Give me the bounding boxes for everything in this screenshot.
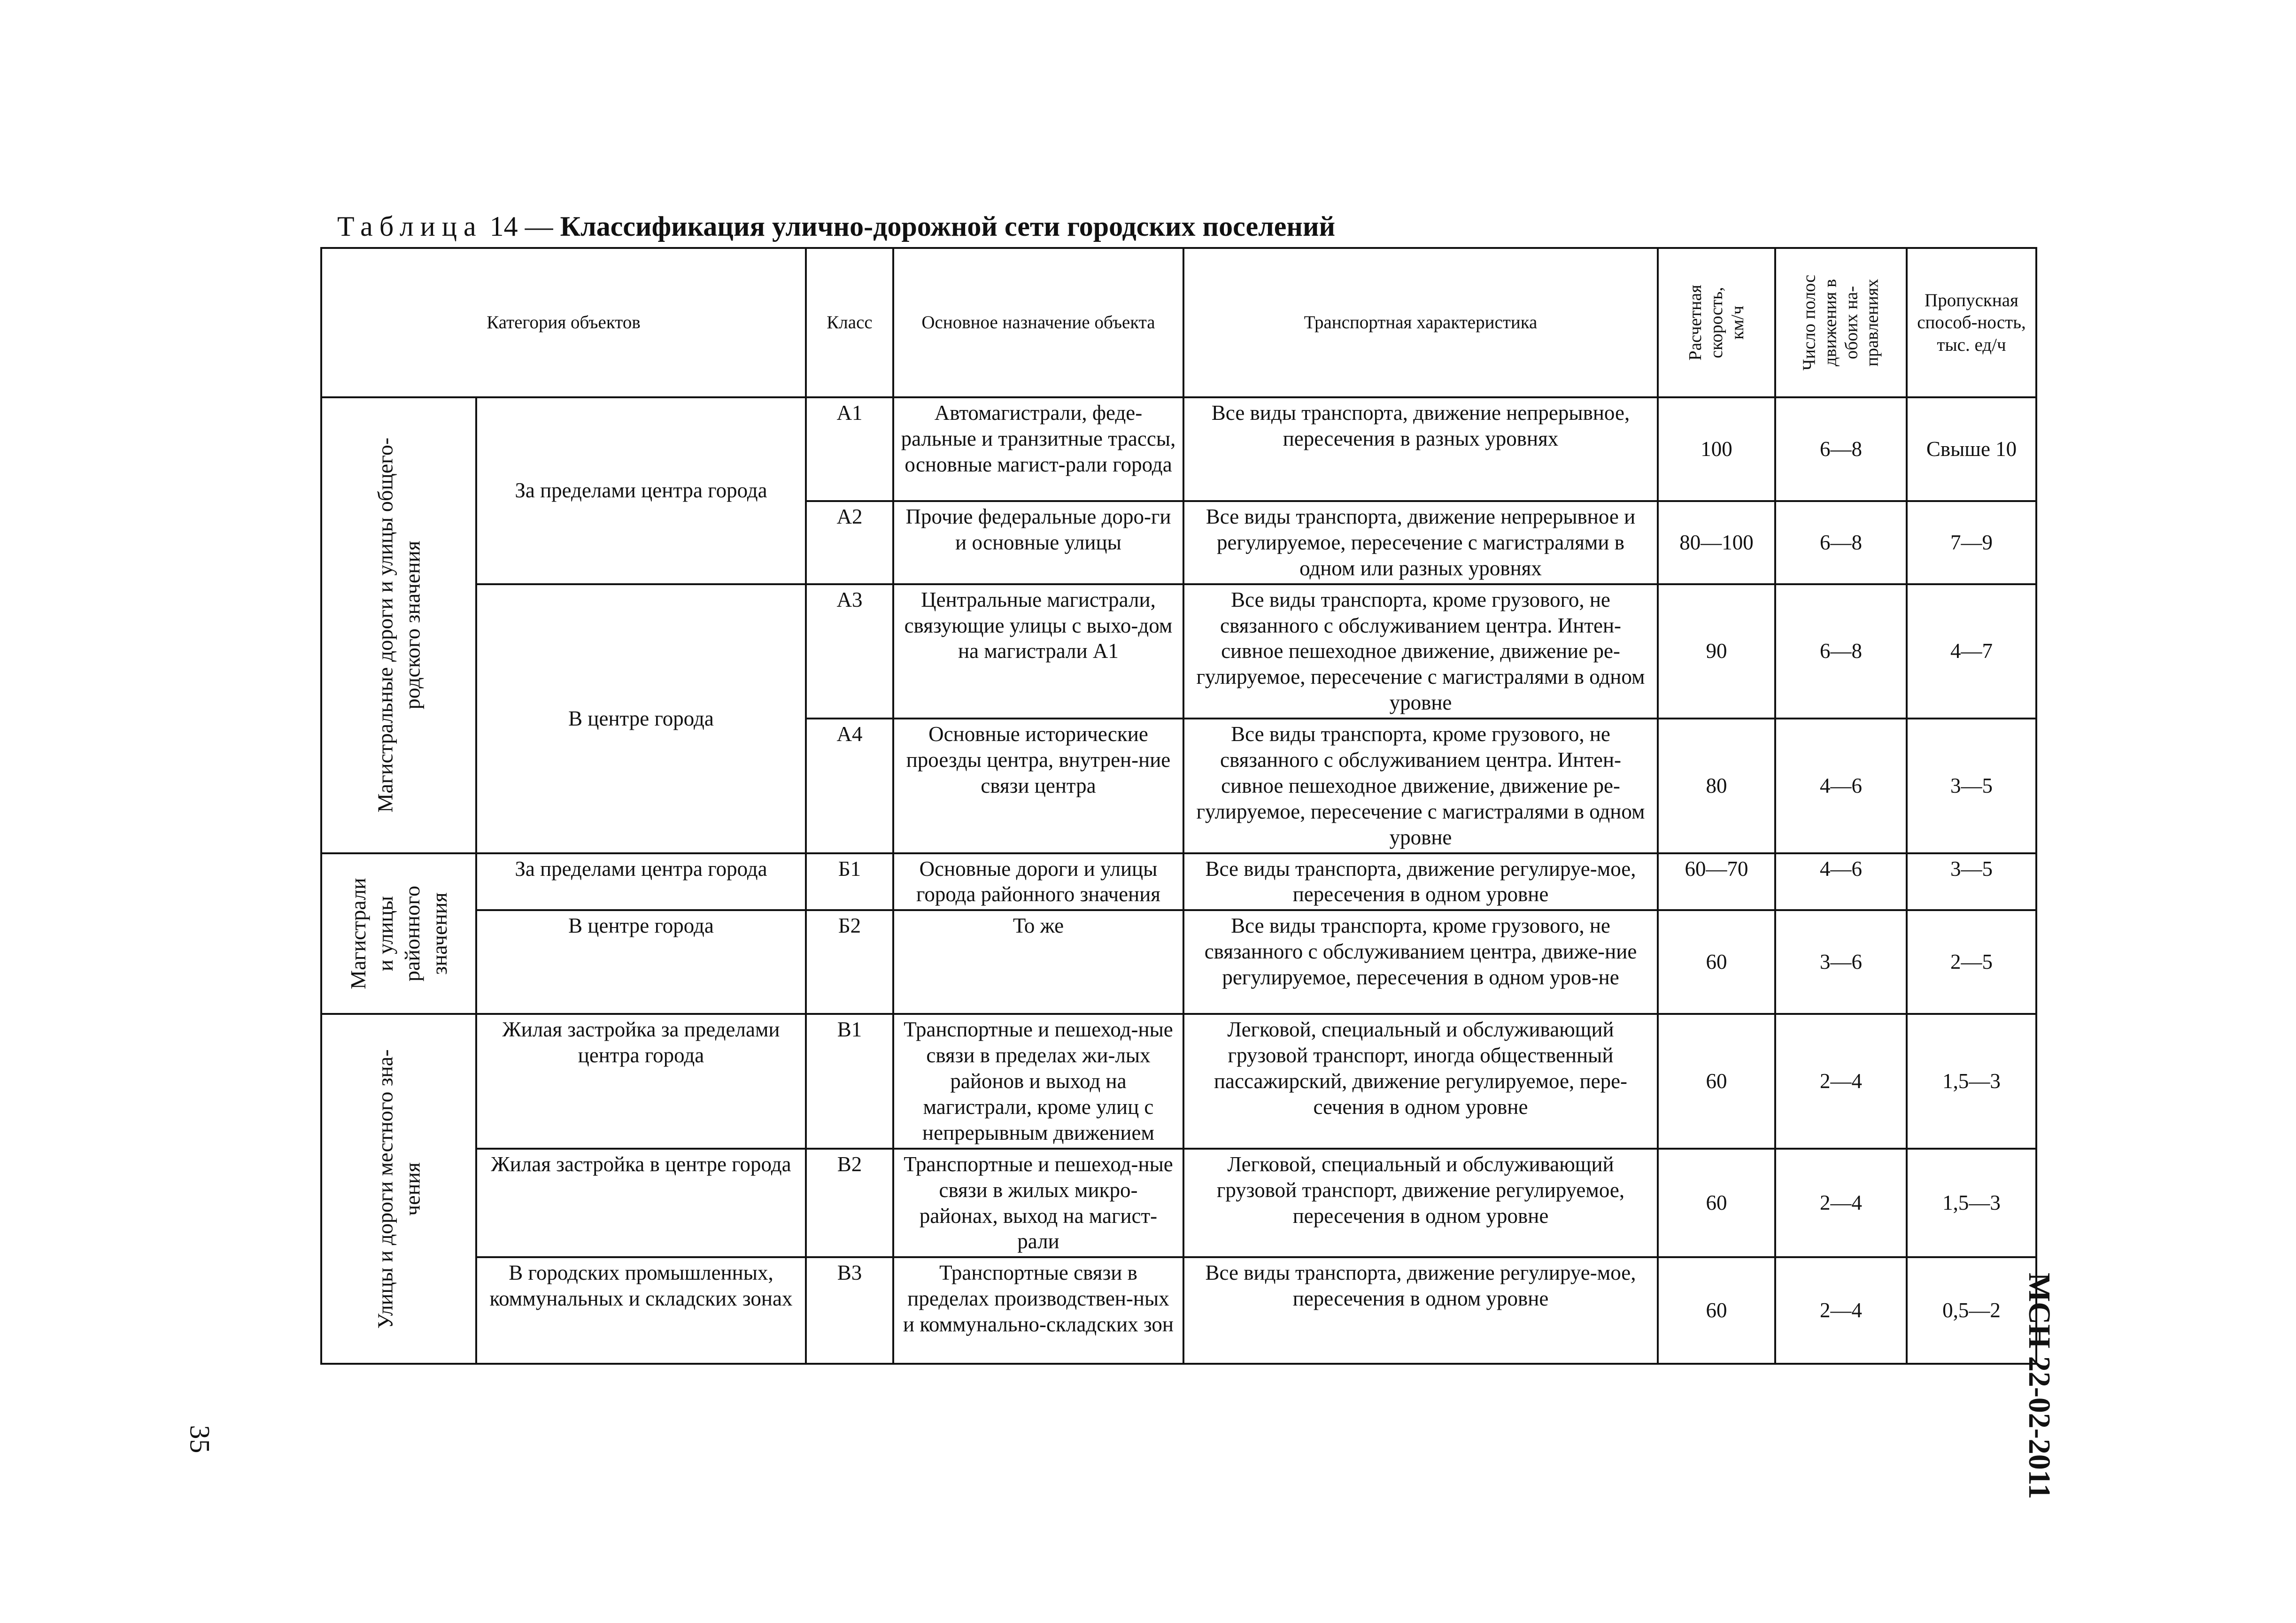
speed-cell: 100 — [1658, 397, 1775, 501]
subcategory-cell: В центре города — [476, 584, 806, 853]
header-lanes-line: движения в — [1820, 279, 1840, 366]
header-transport: Транспортная характеристика — [1183, 248, 1658, 397]
table-row — [321, 1257, 2036, 1364]
speed-cell: 60—70 — [1658, 853, 1775, 911]
group-label-line: Улицы и дороги местного зна- — [373, 1049, 397, 1329]
group-label-line: чения — [400, 1162, 424, 1216]
transport-cell: Все виды транспорта, кроме грузового, не связанного с обслуживанием центра. Интен-сивное пешеходное движение, движение ре-гулируемое, пересечение с магистралями в одном уровне — [1183, 584, 1658, 719]
header-speed-line: скорость, — [1706, 287, 1726, 358]
class-cell: В1 — [806, 1014, 893, 1148]
lanes-cell: 4—6 — [1775, 853, 1907, 911]
capacity-cell: 1,5—3 — [1907, 1014, 2036, 1148]
header-category: Категория объектов — [321, 248, 806, 397]
transport-cell: Все виды транспорта, движение регулируе-мое, пересечения в одном уровне — [1183, 853, 1658, 911]
group-cell-v — [321, 1014, 476, 1364]
speed-cell: 90 — [1658, 584, 1775, 719]
speed-cell: 60 — [1658, 1257, 1775, 1364]
group-label-v — [372, 1049, 426, 1329]
subcategory-cell: Жилая застройка за пределами центра города — [476, 1014, 806, 1148]
group-label-line: районного — [400, 885, 424, 982]
group-cell-a — [321, 397, 476, 853]
capacity-cell: 2—5 — [1907, 910, 2036, 1014]
purpose-cell: Транспортные и пешеход-ные связи в пределах жи-лых районов и выход на магистрали, кроме улиц с непрерывным движением — [893, 1014, 1183, 1148]
header-speed-line: Расчетная — [1685, 285, 1705, 361]
group-label-line: и улицы — [373, 896, 397, 972]
table-caption — [337, 212, 1335, 240]
class-cell: В2 — [806, 1149, 893, 1258]
transport-cell: Все виды транспорта, кроме грузового, не связанного с обслуживанием центра. Интен-сивное пешеходное движение, движение ре-гулируемое, пересечение с магистралями в одном уровне — [1183, 719, 1658, 853]
header-class: Класс — [806, 248, 893, 397]
class-cell: А2 — [806, 501, 893, 584]
header-lanes-line: Число полос — [1799, 275, 1819, 371]
group-cell-b — [321, 853, 476, 1014]
table-row — [321, 853, 2036, 911]
purpose-cell: Автомагистрали, феде-ральные и транзитные трассы, основные магист-рали города — [893, 397, 1183, 501]
capacity-cell: 1,5—3 — [1907, 1149, 2036, 1258]
capacity-cell: 3—5 — [1907, 719, 2036, 853]
transport-cell: Все виды транспорта, кроме грузового, не связанного с обслуживанием центра, движе-ние регулируемое, пересечения в одном уров-не — [1183, 910, 1658, 1014]
table-row — [321, 584, 2036, 719]
group-label-line: Магистральные дороги и улицы общего- — [373, 438, 397, 813]
purpose-cell: Основные дороги и улицы города районного значения — [893, 853, 1183, 911]
subcategory-cell: Жилая застройка в центре города — [476, 1149, 806, 1258]
purpose-cell: Центральные магистрали, связующие улицы с выхо-дом на магистрали А1 — [893, 584, 1183, 719]
caption-number: 14 — — [482, 211, 560, 242]
group-label-line: Магистрали — [346, 878, 370, 989]
transport-cell: Все виды транспорта, движение непрерывное и регулируемое, пересечение с магистралями в одном или разных уровнях — [1183, 501, 1658, 584]
header-lanes-text — [1799, 275, 1883, 371]
group-label-a — [372, 438, 426, 812]
capacity-cell: 4—7 — [1907, 584, 2036, 719]
capacity-cell: 3—5 — [1907, 853, 2036, 911]
purpose-cell: Основные исторические проезды центра, внутрен-ние связи центра — [893, 719, 1183, 853]
speed-cell: 80 — [1658, 719, 1775, 853]
lanes-cell: 2—4 — [1775, 1014, 1907, 1148]
header-speed-line: км/ч — [1727, 305, 1747, 340]
transport-cell: Легковой, специальный и обслуживающий грузовой транспорт, иногда общественный пассажирский, движение регулируемое, пере-сечения в одном уровне — [1183, 1014, 1658, 1148]
capacity-cell: Свыше 10 — [1907, 397, 2036, 501]
subcategory-cell: За пределами центра города — [476, 853, 806, 911]
class-cell: В3 — [806, 1257, 893, 1364]
lanes-cell: 3—6 — [1775, 910, 1907, 1014]
lanes-cell: 2—4 — [1775, 1149, 1907, 1258]
purpose-cell: Транспортные связи в пределах производствен-ных и коммунально-складских зон — [893, 1257, 1183, 1364]
subcategory-cell: В городских промышленных, коммунальных и складских зонах — [476, 1257, 806, 1364]
header-purpose: Основное назначение объекта — [893, 248, 1183, 397]
class-cell: Б2 — [806, 910, 893, 1014]
class-cell: А3 — [806, 584, 893, 719]
lanes-cell: 6—8 — [1775, 584, 1907, 719]
subcategory-cell: За пределами центра города — [476, 397, 806, 584]
page-number: 35 — [184, 1425, 216, 1453]
class-cell: А1 — [806, 397, 893, 501]
header-speed — [1658, 248, 1775, 397]
subcategory-cell: В центре города — [476, 910, 806, 1014]
class-cell: Б1 — [806, 853, 893, 911]
caption-title: Классификация улично-дорожной сети городских поселений — [560, 211, 1336, 242]
lanes-cell: 6—8 — [1775, 397, 1907, 501]
table-row — [321, 1149, 2036, 1258]
lanes-cell: 2—4 — [1775, 1257, 1907, 1364]
header-speed-text — [1685, 285, 1748, 360]
header-lanes-line: обоих на- — [1841, 286, 1861, 360]
capacity-cell: 7—9 — [1907, 501, 2036, 584]
group-label-b — [345, 878, 453, 989]
header-capacity: Пропускная способ-ность, тыс. ед/ч — [1907, 248, 2036, 397]
capacity-cell: 0,5—2 — [1907, 1257, 2036, 1364]
header-lanes-line: правлениях — [1862, 278, 1882, 367]
speed-cell: 60 — [1658, 910, 1775, 1014]
transport-cell: Все виды транспорта, движение непрерывное, пересечения в разных уровнях — [1183, 397, 1658, 501]
speed-cell: 60 — [1658, 1014, 1775, 1148]
purpose-cell: Прочие федеральные доро-ги и основные улицы — [893, 501, 1183, 584]
group-label-line: родского значения — [400, 541, 424, 710]
speed-cell: 80—100 — [1658, 501, 1775, 584]
header-row — [321, 248, 2036, 397]
class-cell: А4 — [806, 719, 893, 853]
lanes-cell: 6—8 — [1775, 501, 1907, 584]
document-id: МСН 22-02-2011 — [2022, 1273, 2056, 1499]
purpose-cell: То же — [893, 910, 1183, 1014]
table-row — [321, 910, 2036, 1014]
classification-table — [320, 247, 2037, 1365]
transport-cell: Все виды транспорта, движение регулируе-мое, пересечения в одном уровне — [1183, 1257, 1658, 1364]
table-row — [321, 1014, 2036, 1148]
speed-cell: 60 — [1658, 1149, 1775, 1258]
group-label-line: значения — [427, 892, 451, 975]
purpose-cell: Транспортные и пешеход-ные связи в жилых микро-районах, выход на магист-рали — [893, 1149, 1183, 1258]
table-row — [321, 397, 2036, 501]
caption-prefix: Таблица — [337, 211, 483, 242]
header-lanes — [1775, 248, 1907, 397]
transport-cell: Легковой, специальный и обслуживающий грузовой транспорт, движение регулируемое, пересечения в одном уровне — [1183, 1149, 1658, 1258]
lanes-cell: 4—6 — [1775, 719, 1907, 853]
